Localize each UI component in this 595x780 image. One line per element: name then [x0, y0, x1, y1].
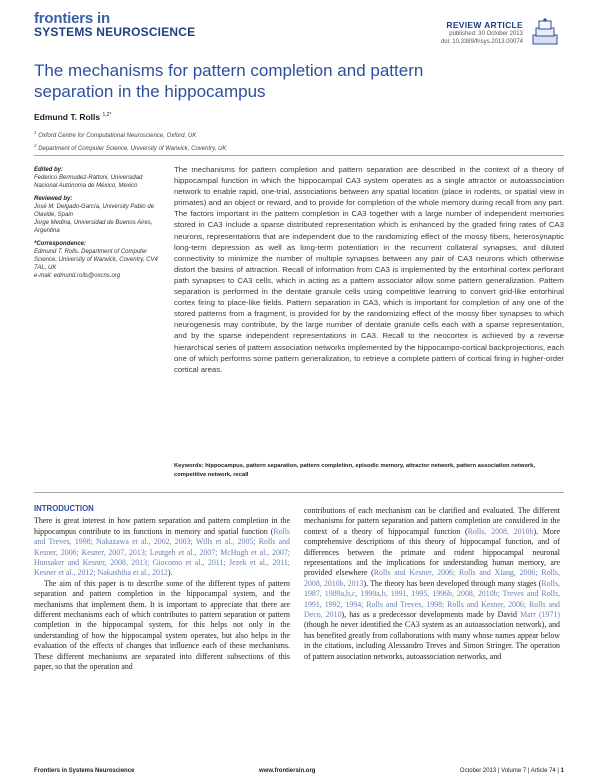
edited-by-block — [34, 166, 164, 191]
reviewer-2: Jorge Medina, Universidad de Buenos Aires, Argentina — [34, 220, 153, 235]
reviewed-by-label: Reviewed by: — [34, 195, 73, 202]
paragraph-3-text-e: (though he never identified the CA3 system as an autoassociation network), and has benefited greatly from collaborations with many whose names appear below in the citations, including Alessandro Treves and Simon Stringer. The operation of pattern association networks, autoassociation networks, and — [304, 620, 560, 661]
correspondence-label: *Correspondence: — [34, 240, 87, 247]
paragraph-1 — [34, 516, 290, 578]
paragraph-3-text-b: ). More comprehensive descriptions of this theory of hippocampal function, and of differences between the primate and rodent hippocampal neuronal representations and the implications for understanding human memory, are provided elsewhere ( — [304, 526, 560, 578]
correspondence-address: Edmund T. Rolls, Department of Computer Science, University of Warwick, Coventry, CV4 7AL, UK — [34, 248, 158, 272]
abstract-divider — [34, 492, 564, 493]
page-number: 1 — [560, 768, 564, 774]
author-name[interactable]: Edmund T. Rolls — [34, 112, 101, 122]
paragraph-2: The aim of this paper is to describe some of the different types of pattern separation and pattern completion in the hippocampal system, and the mechanisms that implement them. It is important to appreciate that there are different mechanisms each of which contributes to pattern separation or pattern completion in the hippocampal system, for this helps not only in the understanding of how the hippocampal system operates, but also helps in the evaluation of the effects of changes that influence each of these mechanisms. These different mechanisms are separated into different subsections of this paper, so that the operation and — [34, 578, 290, 672]
header-divider — [34, 155, 564, 156]
reviewer-1: José M. Delgado-García, University Pablo de Olavide, Spain — [34, 203, 155, 219]
paragraph-3 — [304, 506, 560, 662]
affiliation-1-text: Oxford Centre for Computational Neuroscience, Oxford, UK — [38, 133, 197, 139]
affiliation-2-mark: 2 — [34, 143, 37, 148]
paragraph-1-text: There is great interest in how pattern separation and pattern completion in the hippocampus contribute to its functions in memory and spatial function ( — [34, 516, 290, 536]
doi-link[interactable]: doi: 10.3389/fnsys.2013.00074 — [440, 39, 523, 45]
affiliation-2 — [34, 141, 226, 154]
footer-issue-text: October 2013 | Volume 7 | Article 74 | — [459, 768, 559, 774]
article-meta — [441, 20, 523, 46]
reviewed-by-block — [34, 195, 164, 236]
edited-by-value: Federico Bermudez-Rattoni, Universidad Nacional Autónoma de México, Mexico — [34, 175, 143, 190]
article-title: The mechanisms for pattern completion and pattern separation in the hippocampus — [34, 61, 424, 101]
journal-logo-line1: frontiers in — [34, 10, 110, 27]
citation-link[interactable]: Rolls, 2008, 2010b — [467, 526, 534, 536]
affiliations — [34, 128, 226, 154]
edited-by-label: Edited by: — [34, 167, 64, 173]
body-column-right — [304, 506, 560, 662]
citation-link[interactable]: Rolls, 1987, 1989a,b,c, 1990a,b, 1991, 1995, 1996b, 2008, 2010b; Treves and Rolls, 1991, 1992, 1994; Rolls and Treves, 1998; Rolls and Kesner, 2006; Rolls and Deco, 2010 — [304, 578, 560, 620]
journal-logo-line2: SYSTEMS NEUROSCIENCE — [34, 25, 196, 39]
paragraph-3-text-c: ). The theory has been developed through many stages ( — [363, 578, 542, 588]
article-stack-icon — [529, 17, 561, 47]
paragraph-3-text-a: contributions of each mechanism can be clarified and evaluated. The different mechanisms for pattern separation and pattern completion are considered in the context of a theory of hippocampal function ( — [304, 506, 560, 536]
affiliation-2-text: Department of Computer Science, University of Warwick, Coventry, UK — [38, 146, 227, 152]
editorial-sidebar — [34, 166, 164, 285]
affiliation-1-mark: 1 — [34, 130, 37, 135]
author-affil-marks: 1,2* — [102, 112, 112, 119]
citation-link[interactable]: Marr (1971) — [520, 610, 560, 620]
citation-link[interactable]: Rolls and Treves, 1998; Nakazawa et al., 2002, 2003; Wills et al., 2005; Rolls and Kesner, 2006; Kesner, 2007, 2013; Leutgeb et al., 2007; McHugh et al., 2007; Hunsaker and Kesner, 2008, 2013; Giocomo et al., 2011; Jezek et al., 2011; Kesner et al., 2012; Nakashiba et al., 2012 — [34, 526, 290, 578]
author-line — [34, 112, 111, 122]
abstract: The mechanisms for pattern completion and pattern separation are described in the context of a theory of hippocampal function in which the hippocampal CA3 system operates as a single attractor or autoassociation network to enable rapid, one-trial, associations between any spatial location (place in rodents, or spatial view in primates) and an object or reward, and to provide for completion of the whole memory during recall from any part. The factors important in the pattern completion in CA3 together with a large number of independent memories stored in CA3 include a sparse distributed representation which is enhanced by the graded firing rates of CA3 neurons, representations that are independent due to the randomizing effect of the mossy fibers, heterosynaptic long-term depression as well as long-term potentiation in the recurrent collateral synapses, and diluted connectivity to minimize the number of multiple synapses between any pair of CA3 neurons which otherwise distort the basins of attraction. Recall of information from CA3 is implemented by the entorhinal cortex perforant path synapses to CA3 cells, which in acting as a pattern associator allow some pattern generalization. Pattern separation is performed in the dentate granule cells using competitive learning to convert grid-like entorhinal cortex firing to place-like fields. Pattern separation in CA3, which is important for completion of any one of the stored patterns from a fragment, is provided for by the randomizing effect of the mossy fiber synapses to which neurogenesis may contribute, by the large number of dentate granule cells each with a sparse representation, and by the sparse independent representations in CA3. Recall to the neocortex is achieved by a reverse hierarchical series of pattern association networks implemented by the hippocampo-cortical backprojections, each one of which performs some pattern generalization, to retrieve a complete pattern of cortical firing in higher-order cortical areas. — [174, 165, 564, 374]
keywords-list: hippocampus, pattern separation, pattern completion, episodic memory, attractor network, pattern association network, competitive network, recall — [174, 463, 536, 478]
correspondence-block — [34, 240, 164, 281]
footer-journal: Frontiers in Systems Neuroscience — [34, 768, 135, 774]
body-column-left — [34, 504, 290, 673]
footer-url[interactable]: www.frontiersin.org — [259, 768, 316, 774]
correspondence-email[interactable]: e-mail: edmund.rolls@oxcns.org — [34, 273, 121, 280]
keywords — [174, 462, 564, 479]
journal-logo — [34, 12, 224, 39]
paragraph-3-text-d: ), has as a predecessor developments made by David — [341, 610, 521, 620]
citation-link[interactable]: Rolls and Kesner, 2006; Rolls and Xiang, 2006; Rolls, 2008, 2010b, 2013 — [304, 568, 560, 588]
keywords-label: Keywords: — [174, 463, 204, 469]
article-type: REVIEW ARTICLE — [446, 20, 523, 30]
footer-issue — [460, 768, 564, 774]
section-heading-introduction: INTRODUCTION — [34, 504, 94, 513]
paragraph-1-end: ). — [167, 568, 173, 578]
affiliation-1 — [34, 128, 226, 141]
published-date: published: 30 October 2013 — [449, 31, 523, 37]
